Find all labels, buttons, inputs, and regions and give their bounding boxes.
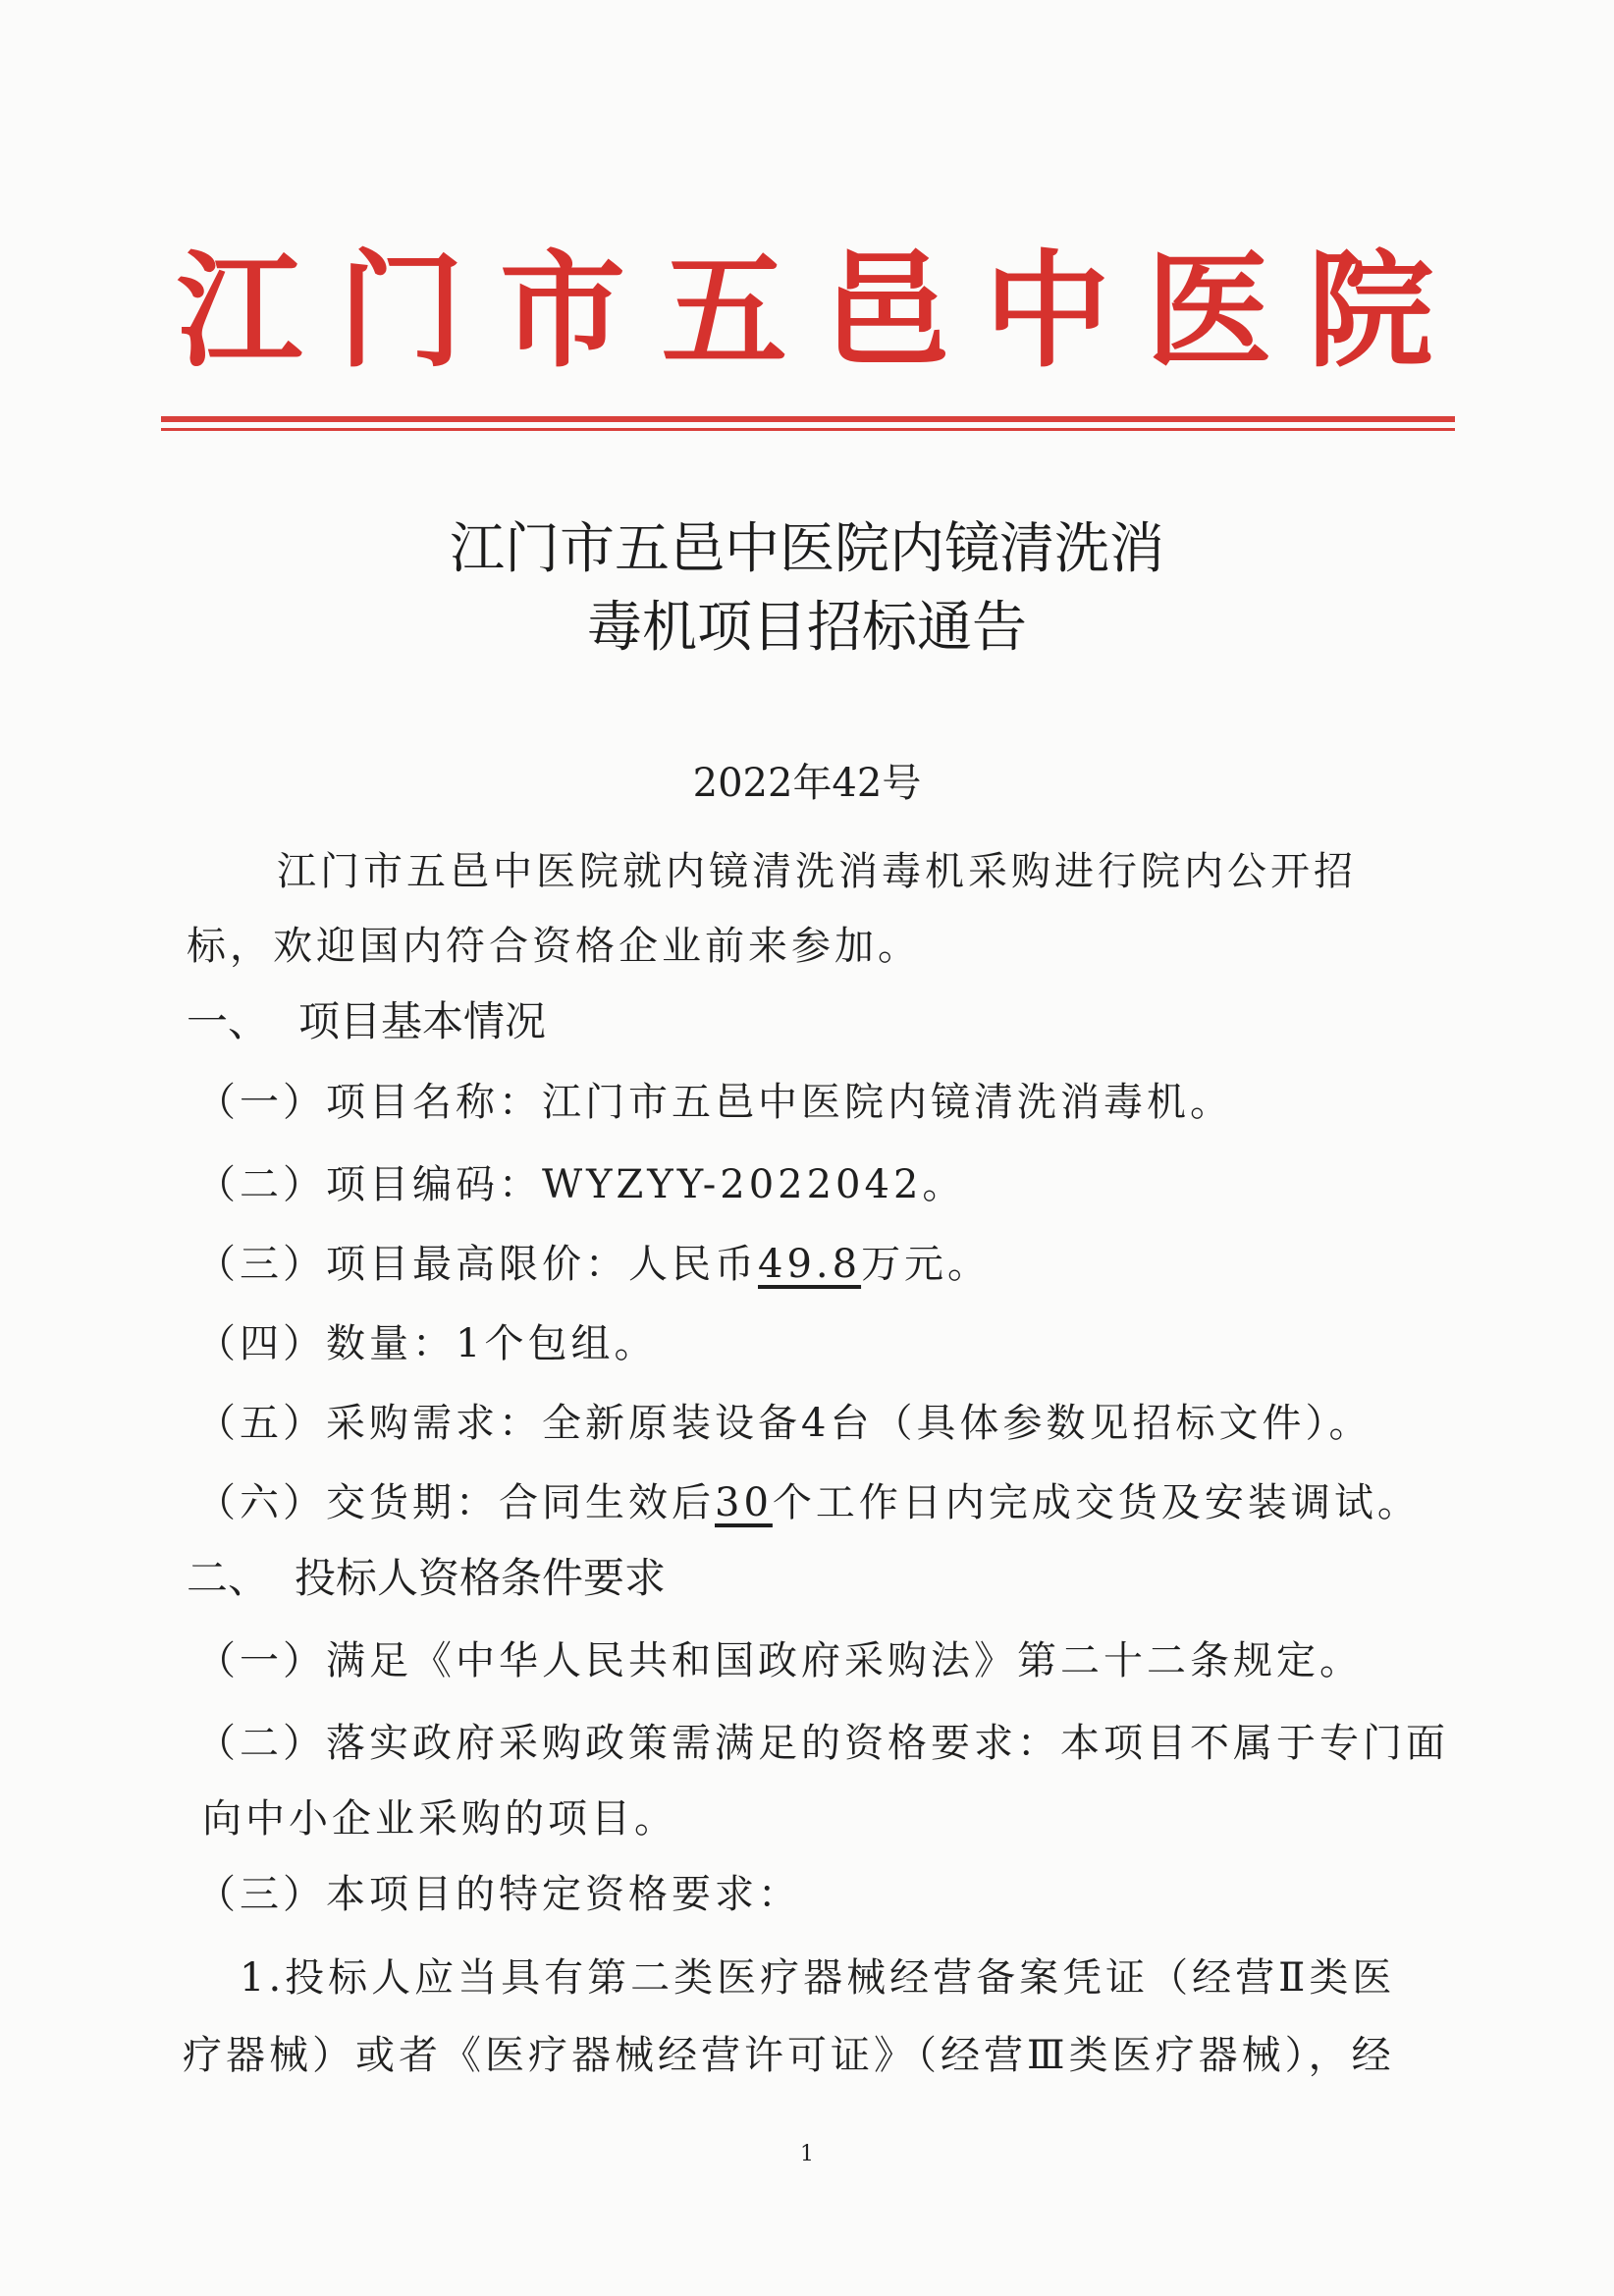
item-demand: （五）采购需求：全新原装设备4台（具体参数见招标文件）。 bbox=[196, 1401, 1372, 1446]
section1-heading: 项目基本情况 bbox=[298, 997, 547, 1045]
letterhead-char: 门 bbox=[338, 238, 464, 385]
delivery-days: 30 bbox=[715, 1480, 773, 1525]
document-title-line1: 江门市五邑中医院内镜清洗消 bbox=[450, 517, 1164, 581]
requirement-1-line1: 1.投标人应当具有第二类医疗器械经营备案凭证（经营Ⅱ类医 bbox=[240, 1955, 1396, 2001]
page-number: 1 bbox=[800, 2142, 814, 2166]
document-number: 2022年42号 bbox=[692, 761, 922, 806]
section2-heading: 投标人资格条件要求 bbox=[295, 1554, 667, 1602]
letterhead-char: 江 bbox=[177, 238, 303, 385]
delivery-prefix: （六）交货期：合同生效后 bbox=[196, 1480, 715, 1525]
item-procurement-law: （一）满足《中华人民共和国政府采购法》第二十二条规定。 bbox=[196, 1638, 1363, 1683]
delivery-suffix: 个工作日内完成交货及安装调试。 bbox=[772, 1480, 1421, 1525]
letterhead-char: 市 bbox=[500, 238, 626, 385]
hospital-letterhead bbox=[177, 228, 1433, 395]
letterhead-rule-thin bbox=[161, 428, 1455, 431]
item-delivery bbox=[196, 1480, 1421, 1525]
item-quantity: （四）数量：1个包组。 bbox=[196, 1321, 658, 1366]
letterhead-char: 院 bbox=[1307, 238, 1433, 385]
section1-number: 一、 bbox=[187, 997, 270, 1045]
max-price-value: 49.8 bbox=[758, 1242, 862, 1287]
letterhead-char: 五 bbox=[661, 238, 787, 385]
letterhead-char: 医 bbox=[1146, 238, 1272, 385]
item-policy-line1: （二）落实政府采购政策需满足的资格要求：本项目不属于专门面 bbox=[196, 1721, 1449, 1766]
max-price-prefix: （三）项目最高限价：人民币 bbox=[196, 1242, 758, 1287]
item-project-name: （一）项目名称：江门市五邑中医院内镜清洗消毒机。 bbox=[196, 1080, 1233, 1125]
letterhead-rule-thick bbox=[161, 416, 1455, 422]
max-price-suffix: 万元。 bbox=[861, 1242, 992, 1287]
intro-line2: 标，欢迎国内符合资格企业前来参加。 bbox=[187, 924, 921, 969]
letterhead-char: 邑 bbox=[823, 238, 949, 385]
requirement-1-line2: 疗器械）或者《医疗器械经营许可证》（经营Ⅲ类医疗器械），经 bbox=[183, 2033, 1395, 2078]
item-max-price bbox=[196, 1242, 992, 1287]
section2-number: 二、 bbox=[187, 1554, 270, 1602]
item-specific-requirements: （三）本项目的特定资格要求： bbox=[196, 1872, 801, 1917]
item-project-code: （二）项目编码：WYZYY-2022042。 bbox=[196, 1162, 966, 1207]
item-policy-line2: 向中小企业采购的项目。 bbox=[202, 1796, 677, 1842]
letterhead-char: 中 bbox=[984, 238, 1110, 385]
document-title-line2: 毒机项目招标通告 bbox=[587, 596, 1027, 660]
intro-line1: 江门市五邑中医院就内镜清洗消毒机采购进行院内公开招 bbox=[277, 849, 1357, 894]
